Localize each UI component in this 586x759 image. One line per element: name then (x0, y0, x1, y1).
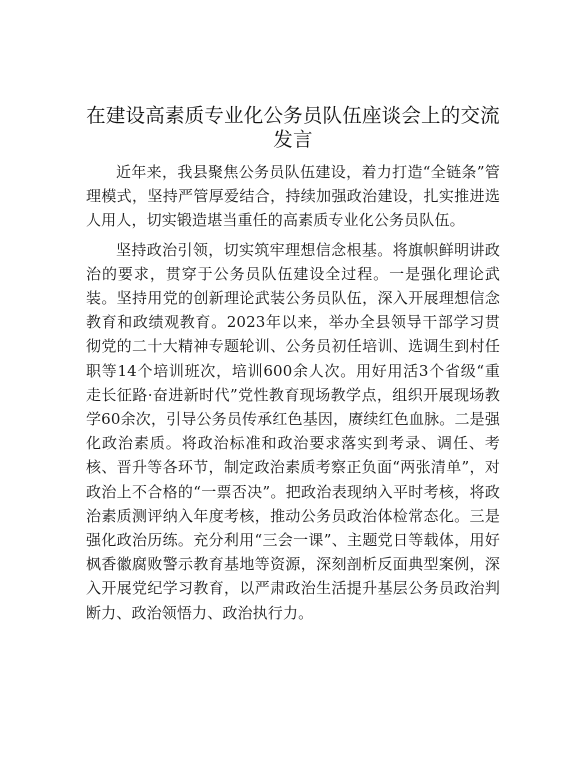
document-body (86, 160, 500, 625)
paragraph-political-guidance: 坚持政治引领，切实筑牢理想信念根基。将旗帜鲜明讲政治的要求，贯穿于公务员队伍建设全过程。一是强化理论武装。坚持用党的创新理论武装公务员队伍，深入开展理想信念教育和政绩观教育。2023年以来，举办全县领导干部学习贯彻党的二十大精神专题轮训、公务员初任培训、选调生到村任职等14个培训班次，培训600余人次。用好用活3个省级“重走长征路·奋进新时代”党性教育现场教学点，组织开展现场教学60余次，引导公务员传承红色基因，赓续红色血脉。二是强化政治素质。将政治标准和政治要求落实到考录、调任、考核、晋升等各环节，制定政治素质考察正负面“两张清单”，对政治上不合格的“一票否决”。把政治表现纳入平时考核，将政治素质测评纳入年度考核，推动公务员政治体检常态化。三是强化政治历练。充分利用“三会一课”、主题党日等载体，用好枫香徽腐败警示教育基地等资源，深刻剖析反面典型案例，深入开展党纪学习教育，以严肃政治生活提升基层公务员政治判断力、政治领悟力、政治执行力。 (86, 240, 500, 622)
paragraph-intro: 近年来，我县聚焦公务员队伍建设，着力打造“全链条”管理模式，坚持严管厚爱结合，持续加强政治建设，扎实推进选人用人，切实锻造堪当重任的高素质专业化公务员队伍。 (86, 163, 500, 230)
document-title: 在建设高素质专业化公务员队伍座谈会上的交流发言 (86, 104, 500, 151)
